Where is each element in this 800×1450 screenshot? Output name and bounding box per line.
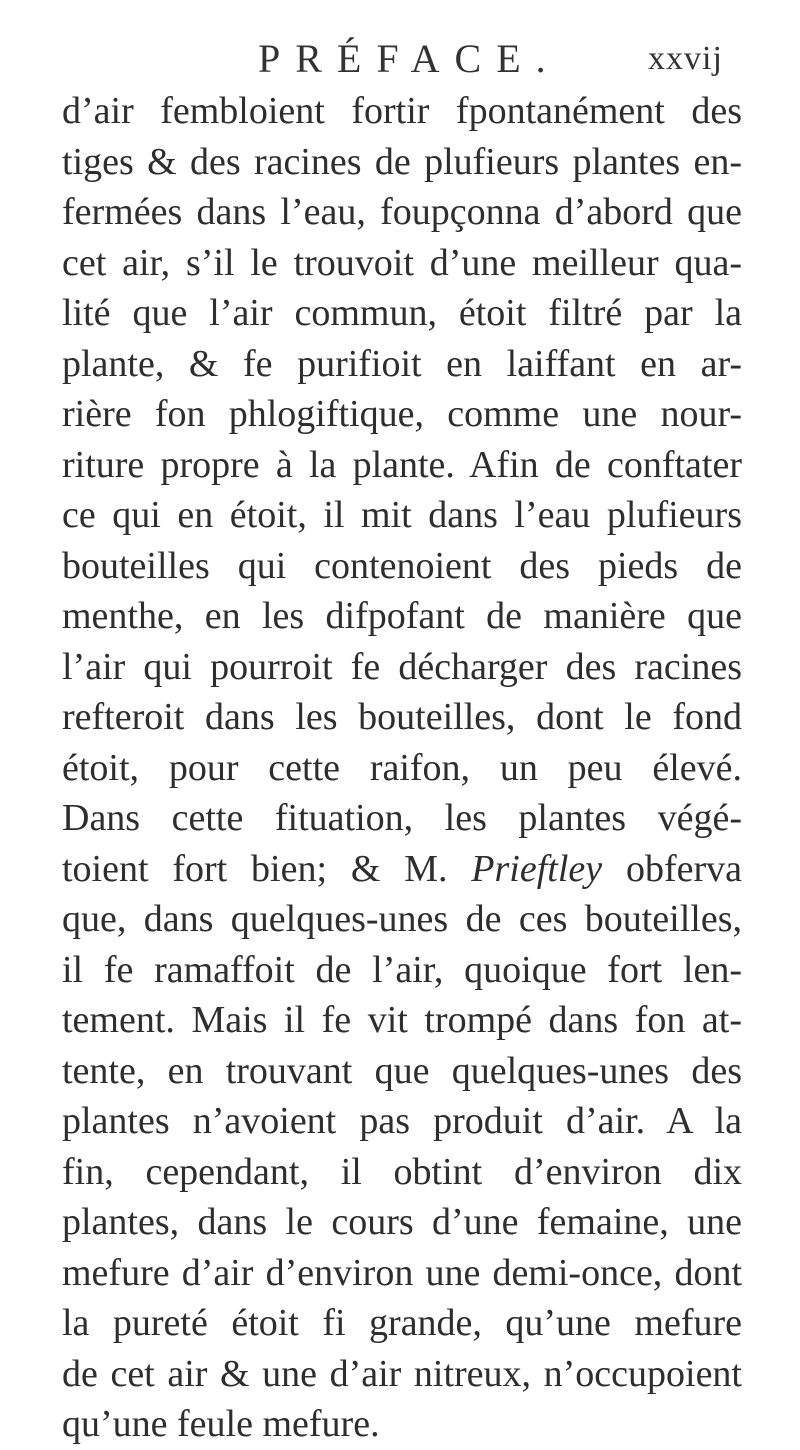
text-line: plante, & fe purifioit en laiffant en ar- (62, 342, 742, 385)
text-line: tiges & des racines de plufieurs plantes en- (62, 140, 742, 183)
text-segment: toient fort bien; & M. (62, 847, 448, 890)
text-line: il fe ramaffoit de l’air, quoique fort len- (62, 948, 742, 991)
text-line: menthe, en les difpofant de manière que (62, 595, 742, 637)
running-title: PRÉFACE. (258, 36, 561, 81)
text-line: tente, en trouvant que quelques-unes des (62, 1049, 742, 1092)
text-line: la pureté étoit fi grande, qu’une mefure (62, 1302, 742, 1344)
text-line: d’air fembloient fortir fpontanément des (62, 90, 742, 132)
running-header (0, 34, 800, 84)
text-line: cet air, s’il le trouvoit d’une meilleur qua- (62, 241, 742, 284)
text-line: ce qui en étoit, il mit dans l’eau plufieurs (62, 494, 742, 536)
text-line: fin, cependant, il obtint d’environ dix (62, 1150, 742, 1193)
text-line: riture propre à la plante. Afin de conftater (62, 443, 742, 486)
text-line: de cet air & une d’air nitreux, n’occupoient (62, 1352, 742, 1395)
text-segment: obferva (625, 847, 742, 890)
text-line-final: qu’une feule mefure. (62, 1403, 380, 1445)
page-number: xxvij (648, 40, 723, 77)
text-line: plantes, dans le cours d’une femaine, une (62, 1201, 742, 1243)
text-line: rière fon phlogiftique, comme une nour- (62, 393, 742, 435)
text-line-with-name (62, 844, 742, 895)
author-name-priestley: Prieftley (471, 847, 603, 890)
text-line: refteroit dans les bouteilles, dont le fond (62, 696, 742, 738)
body-paragraph (62, 86, 742, 1450)
text-line: lité que l’air commun, étoit filtré par la (62, 292, 742, 334)
text-line: mefure d’air d’environ une demi-once, dont (62, 1251, 742, 1294)
text-line: Dans cette fituation, les plantes végé- (62, 797, 742, 839)
text-line: plantes n’avoient pas produit d’air. A la (62, 1100, 742, 1142)
text-line: l’air qui pourroit fe décharger des racines (62, 645, 742, 688)
text-line: que, dans quelques-unes de ces bouteilles, (62, 898, 742, 940)
text-line: étoit, pour cette raifon, un peu élevé. (62, 746, 742, 789)
text-line: tement. Mais il fe vit trompé dans fon at- (62, 999, 742, 1041)
text-line: fermées dans l’eau, foupçonna d’abord que (62, 191, 742, 233)
text-line: bouteilles qui contenoient des pieds de (62, 544, 742, 587)
